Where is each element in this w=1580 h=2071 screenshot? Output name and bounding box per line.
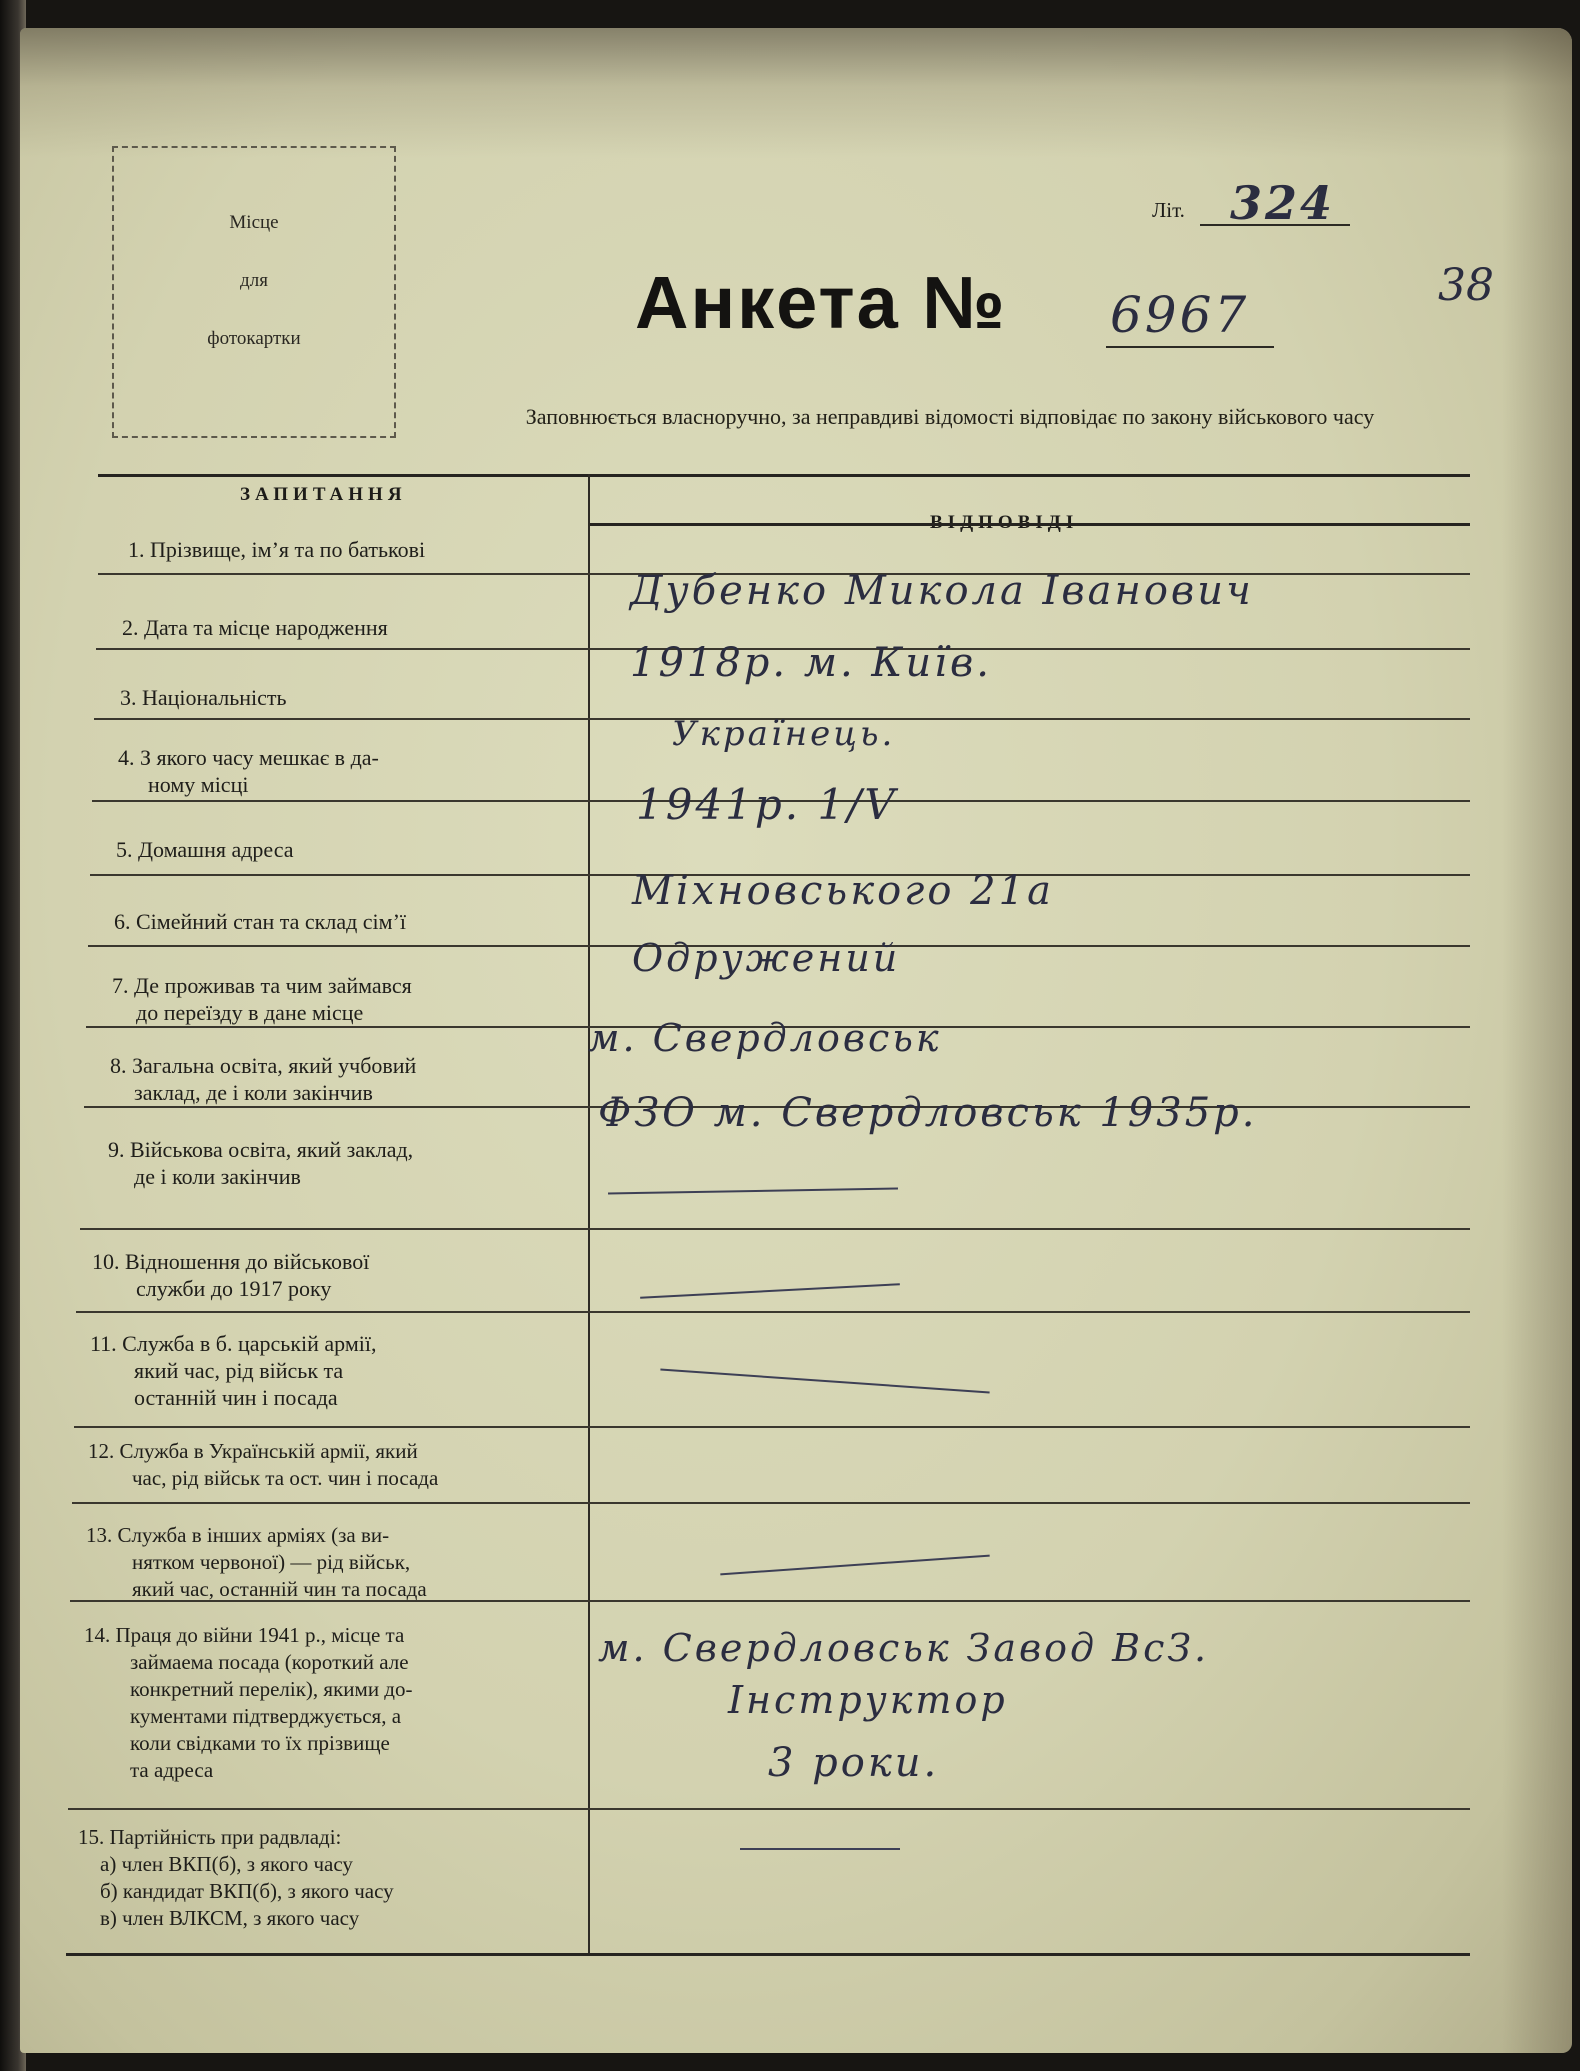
question-9: 9. Військова освіта, який заклад, де і коли закінчив — [108, 1137, 414, 1189]
col-header-questions: ЗАПИТАННЯ — [240, 484, 407, 505]
header-rule-top — [98, 474, 1470, 477]
answer-4: 1941р. 1/V — [636, 780, 898, 829]
question-2: 2. Дата та місце народження — [122, 615, 388, 640]
question-8: 8. Загальна освіта, який учбовий заклад, де і коли закінчив — [110, 1053, 417, 1105]
form-number-underline — [1106, 346, 1274, 348]
empty-answer-dash-10 — [640, 1283, 900, 1299]
photo-placeholder — [112, 146, 396, 438]
question-11: 11. Служба в б. царській армії, який час, рід військ та останній чин і посада — [90, 1331, 377, 1410]
question-13: 13. Служба в інших арміях (за ви- нятком червоної) — рід військ, який час, останній чин та посада — [86, 1523, 427, 1601]
row-rule — [80, 1228, 1470, 1230]
header-rule-answers — [590, 523, 1470, 526]
row-rule — [68, 1808, 1470, 1810]
answer-14-line-3: 3 роки. — [768, 1740, 940, 1786]
answer-7: м. Свердловськ — [588, 1016, 942, 1060]
question-7: 7. Де проживав та чим займався до переїзду в дане місце — [112, 973, 412, 1025]
answer-8: ФЗО м. Свердловськ 1935р. — [598, 1090, 1258, 1136]
lit-number: 324 — [1230, 176, 1336, 230]
question-10: 10. Відношення до військової служби до 1917 року — [92, 1249, 370, 1301]
question-12: 12. Служба в Українській армії, який час, рід військ та ост. чин і посада — [88, 1439, 439, 1490]
lit-underline — [1200, 224, 1350, 226]
answer-1: Дубенко Микола Іванович — [630, 568, 1254, 614]
corner-number: 38 — [1438, 260, 1494, 311]
question-4: 4. З якого часу мешкає в да- ному місці — [118, 745, 379, 797]
question-6: 6. Сімейний стан та склад сім’ї — [114, 909, 407, 934]
form-number: 6967 — [1110, 286, 1250, 344]
table-bottom-rule — [66, 1953, 1470, 1956]
empty-answer-dash-11 — [660, 1368, 989, 1393]
photo-label-2: для — [240, 270, 268, 291]
answer-14-line-2: Інструктор — [728, 1678, 1008, 1722]
row-rule — [76, 1311, 1470, 1313]
question-3: 3. Національність — [120, 685, 287, 710]
question-1: 1. Прізвище, ім’я та по батькові — [128, 537, 426, 562]
question-5: 5. Домашня адреса — [116, 837, 294, 862]
row-rule — [74, 1426, 1470, 1428]
column-divider — [588, 474, 590, 1954]
form-title-text: Анкета № — [635, 261, 1007, 344]
answer-3: Українець. — [672, 714, 896, 754]
photo-label-3: фотокартки — [207, 328, 301, 349]
form-title — [635, 260, 1007, 345]
question-14: 14. Праця до війни 1941 р., місце та займаема посада (короткий але конкретний перелік), якими до- кументами підтверджується, а коли свідками то їх прізвище та адреса — [84, 1623, 413, 1782]
lit-label: Літ. — [1152, 198, 1185, 222]
form-subtitle: Заповнюється власноручно, за неправдиві відомості відповідає по закону військового часу — [525, 404, 1375, 429]
col-header-answers: ВІДПОВІДІ — [930, 512, 1079, 533]
row-rule — [72, 1502, 1470, 1504]
photo-label-1: Місце — [229, 212, 279, 233]
empty-answer-dash-9 — [608, 1187, 898, 1194]
question-15: 15. Партійність при радвладі: а) член ВКП(б), з якого часу б) кандидат ВКП(б), з якого часу в) член ВЛКСМ, з якого часу — [78, 1825, 394, 1930]
questionnaire-page — [20, 28, 1572, 2053]
answer-2: 1918р. м. Київ. — [630, 640, 992, 686]
answer-5: Міхновського 21а — [632, 868, 1054, 914]
empty-answer-dash-13 — [720, 1555, 989, 1576]
answer-14-line-1: м. Свердловськ Завод ВсЗ. — [598, 1626, 1210, 1670]
answer-6: Одружений — [632, 936, 901, 980]
empty-answer-dash-15 — [740, 1848, 900, 1850]
